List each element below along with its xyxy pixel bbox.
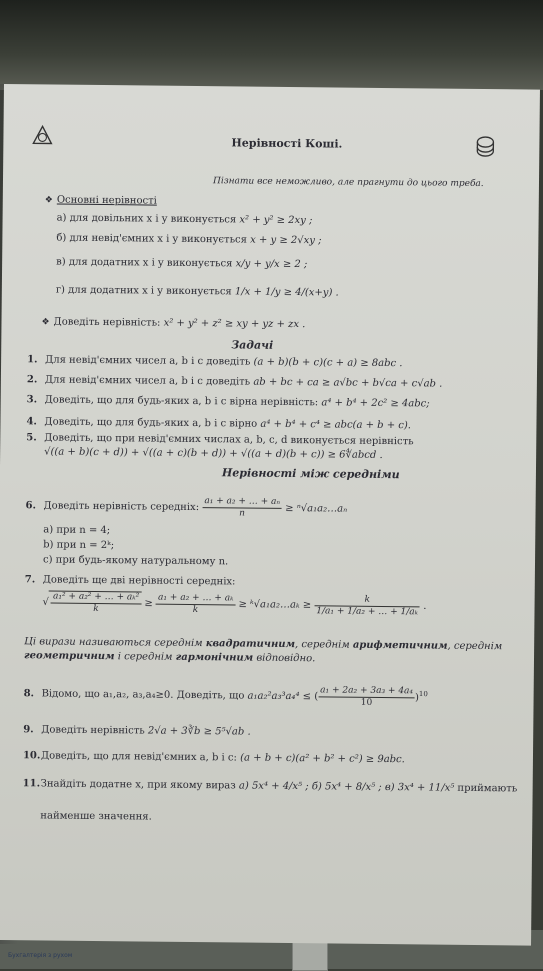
arithmetic-mean-fraction: $\frac{\text{a₁ + a₂ + … + aₖ}}{k}$ <box>156 592 236 616</box>
task-5-formula: √((a + b)(c + d)) + √((a + c)(b + d)) + √((a + d)(b + c)) ≥ 6∜abcd . <box>44 446 383 461</box>
task-7: 7. Доведіть ще дві нерівності середніх: <box>24 574 236 588</box>
task-6-a: а) при n = 4; <box>43 524 111 537</box>
page-motto: Пізнати все неможливо, але прагнути до цього треба. <box>212 176 484 190</box>
quadratic-mean-fraction: $\frac{\text{a₁² + a₂² + … + aₖ²}}{k}$ <box>49 590 141 615</box>
worksheet-paper <box>0 84 540 946</box>
worksheet-content <box>0 84 540 946</box>
desk-background-top <box>0 0 543 90</box>
diamond-bullet-icon: ❖ <box>44 195 53 206</box>
task-10: 10.Доведіть, що для невід'ємних a, b і c: (a + b + c)(a² + b² + c²) ≥ 9abc. <box>22 750 405 766</box>
basic-item-a: а) для довільних x і y виконується x² + y² ≥ 2xy ; <box>56 212 313 227</box>
basic-item-b: б) для невід'ємних x і y виконується x + y ≥ 2√xy ; <box>56 232 322 247</box>
task-1: 1. Для невід'ємних чисел a, b і c доведіть (a + b)(b + c)(c + a) ≥ 8abc . <box>27 354 403 370</box>
task-11-line-2: найменше значення. <box>40 810 152 823</box>
means-heading: Нерівності між середніми <box>221 466 400 482</box>
task-6: 6. Доведіть нерівність середніх: $\frac{\text{a₁ + a₂ + … + aₙ}}{n}$ ≥ ⁿ√a₁a₂…aₙ <box>25 496 348 519</box>
task-6-c: c) при будь-якому натуральному n. <box>42 554 229 568</box>
diamond-bullet-icon: ❖ <box>41 317 50 328</box>
task-3: 3. Доведіть, що для будь-яких a, b і c вірна нерівність: a⁴ + b⁴ + 2c² ≥ 4abc; <box>26 394 430 410</box>
task-4: 4. Доведіть, що для будь-яких a, b і c вірно a⁴ + b⁴ + c⁴ ≥ abc(a + b + c). <box>26 416 412 432</box>
task-11: 11.Знайдіть додатне x, при якому вираз а) 5x⁴ + 4/x⁵ ; б) 5x⁴ + 8/x⁵ ; в) 3x⁴ + 11/x⁵ приймають <box>22 778 518 795</box>
task-9: 9. Доведіть нерівність 2√a + 3∛b ≥ 5⁵√ab . <box>23 724 251 738</box>
task-5: 5. Доведіть, що при невід'ємних числах a, b, c, d виконується нерівність <box>26 432 414 448</box>
task-2: 2. Для невід'ємних чисел a, b і c доведіть ab + bc + ca ≥ a√bc + b√ca + c√ab . <box>26 374 443 390</box>
prove-statement: ❖ Доведіть нерівність: x² + y² + z² ≥ xy + yz + zx . <box>41 316 306 331</box>
school-logo-icon <box>31 124 53 146</box>
task-8: 8. Відомо, що a₁,a₂, a₃,a₄≥0. Доведіть, що a₁a₂²a₃³a₄⁴ ≤ ( $\frac{\text{a₁ + 2a₂ + 3a₃ + 4a₄}}{10}$ )$^{10}$ <box>23 685 428 708</box>
desk-label: Бухгалтерія з рухом <box>8 952 73 959</box>
harmonic-mean-fraction: $\frac{k}{\text{1/a₁ + 1/a₂ + … + 1/aₖ}}$ <box>314 594 420 618</box>
task-6-fraction: $\frac{\text{a₁ + a₂ + … + aₙ}}{n}$ <box>202 496 282 520</box>
task-8-fraction: $\frac{\text{a₁ + 2a₂ + 3a₃ + 4a₄}}{10}$ <box>318 685 415 709</box>
basic-heading: ❖ Основні нерівності <box>44 194 157 207</box>
page-title: Нерівності Коші. <box>231 136 343 151</box>
basic-item-c: в) для додатних x і y виконується x/y + y/x ≥ 2 ; <box>56 256 308 271</box>
means-note-line-1: Ці вирази називаються середнім квадратичним, середнім арифметичним, середнім <box>24 636 503 653</box>
basic-item-d: г) для додатних x і y виконується 1/x + 1/y ≥ 4/(x+y) . <box>55 284 339 299</box>
task-7-formula: √ $\frac{\text{a₁² + a₂² + … + aₖ²}}{k}$ ≥ $\frac{\text{a₁ + a₂ + … + aₖ}}{k}$ ≥ ᵏ√a₁a₂…aₖ ≥ $\frac{k}{\text{1/a₁ + 1/a₂ + … + 1/aₖ}}$ . <box>42 591 427 617</box>
tasks-heading: Задачі <box>231 338 274 352</box>
coin-stack-icon <box>475 135 495 157</box>
task-6-b: b) при n = 2ᵏ; <box>43 539 115 552</box>
means-note-line-2: геометричним і середнім гармонічним відповідно. <box>23 650 316 665</box>
